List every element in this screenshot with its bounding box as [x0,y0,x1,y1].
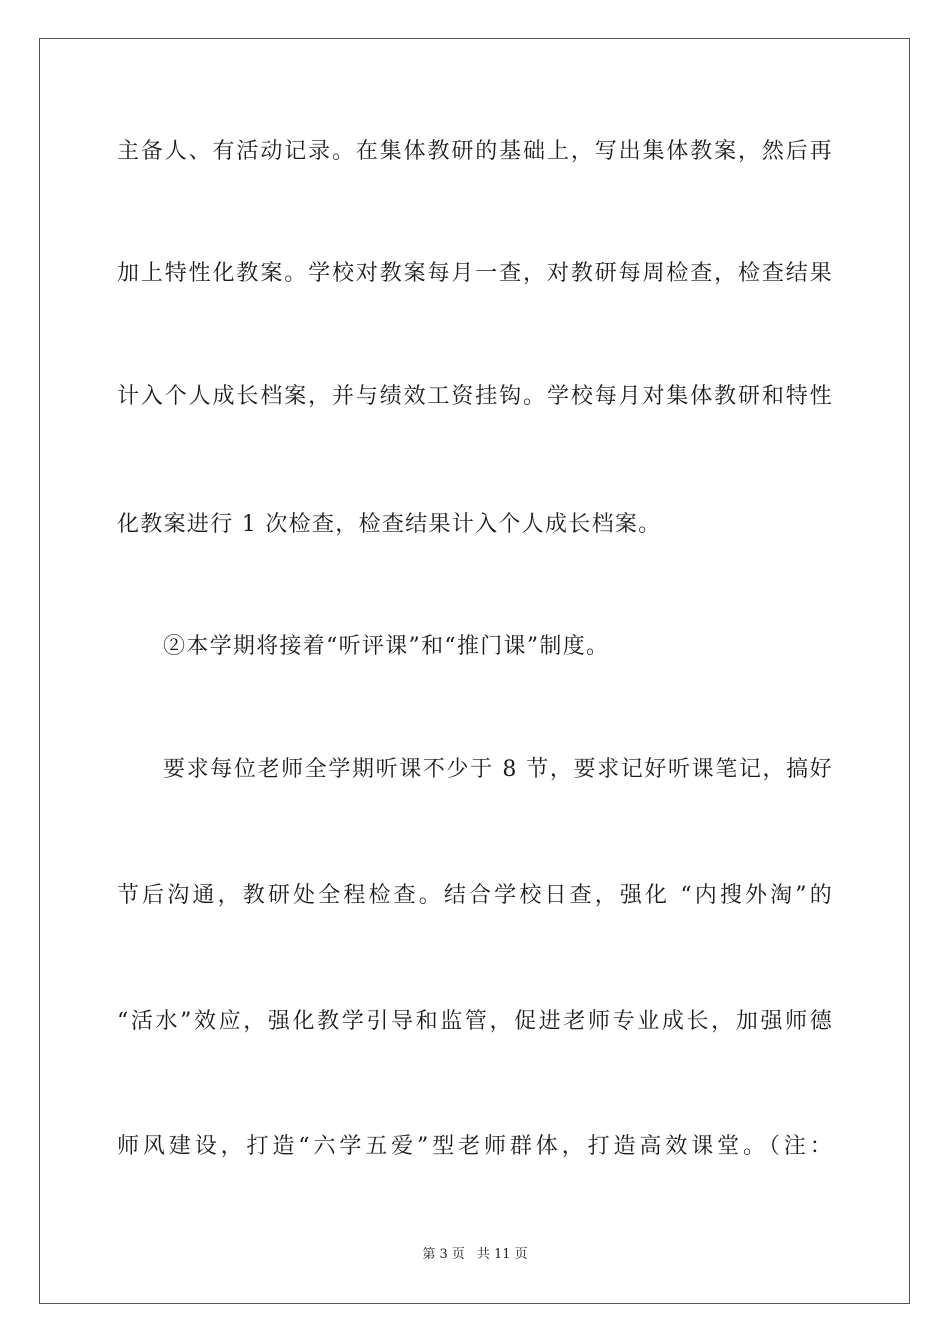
body-text-line-1: 主备人、有活动记录。在集体教研的基础上，写出集体教案，然后再 [117,139,833,164]
body-text-line-9: 师风建设，打造“六学五爱”型老师群体，打造高效课堂。（注： [117,1134,833,1159]
body-text-line-2: 加上特性化教案。学校对教案每月一查，对教研每周检查，检查结果 [117,261,833,286]
body-text-line-5: ②本学期将接着“听评课”和“推门课”制度。 [163,634,610,659]
body-text-line-4: 化教案进行 1 次检查，检查结果计入个人成长档案。 [117,512,662,537]
body-text-line-3: 计入个人成长档案，并与绩效工资挂钩。学校每月对集体教研和特性 [117,384,833,409]
page-footer [0,1246,950,1264]
body-text-line-7: 节后沟通，教研处全程检查。结合学校日查，强化 “内搜外淘”的 [117,883,833,908]
body-text-line-6: 要求每位老师全学期听课不少于 8 节，要求记好听课笔记，搞好 [163,757,833,782]
total-pages-label: 共 11 页 [476,1247,528,1262]
page-number-label: 第 3 页 [422,1247,465,1262]
page-border [39,38,910,1304]
body-text-line-8: “活水”效应，强化教学引导和监管，促进老师专业成长，加强师德 [117,1009,833,1034]
